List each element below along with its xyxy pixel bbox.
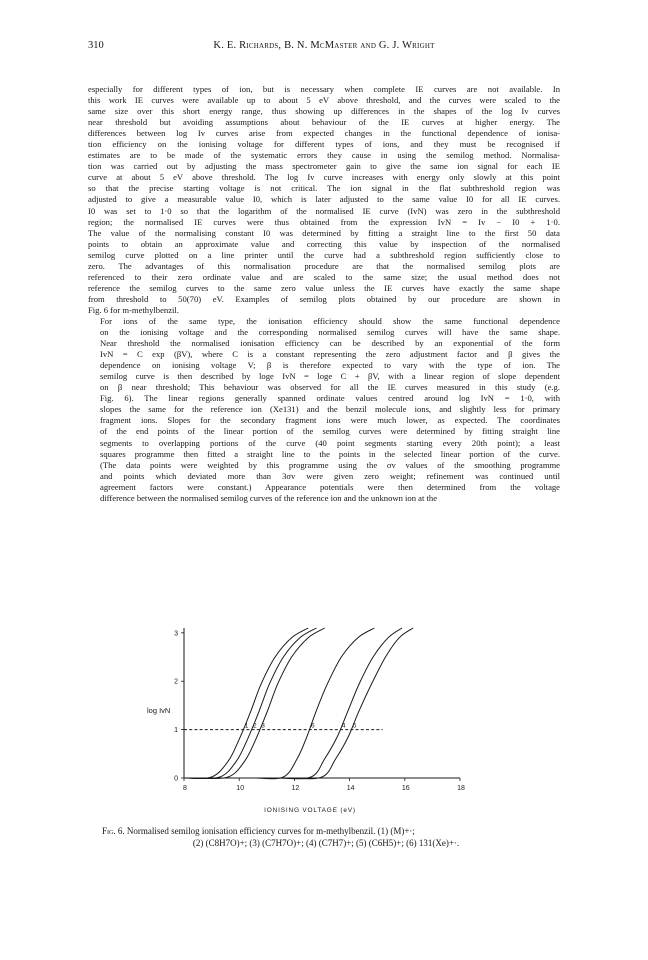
paragraph — [88, 84, 560, 316]
text-line: and points which deviated more than 3σv were given zero weight; refinement was continued until — [100, 470, 560, 481]
text-line: (The data points were weighted by this programme using the σv values of the smoothing programme — [100, 459, 560, 470]
series-line-6 — [256, 628, 375, 779]
text-line: of the end points of the linear portion of the semilog curves were determined by fitting straight line — [100, 426, 560, 437]
text-line: curve at about 5 eV above threshold. The log Iv curve increases with energy only slowly at this point — [88, 172, 560, 183]
text-line: near threshold but avoiding assumptions about behaviour of the IE curves at higher energy. The — [88, 117, 560, 128]
text-line: dependence on ionising voltage V; β is therefore expected to vary with the type of ion. The — [100, 360, 560, 371]
text-line: points to obtain an approximate value and correcting this value by inspection of the normalised — [88, 238, 560, 249]
text-line: semilog curve is then described by loge IvN = loge C + βV, with a linear region of slope dependent — [100, 371, 560, 382]
text-line: referenced to their zero ordinate value and are scaled to the same size; the usual method does not — [88, 271, 560, 282]
text-line: Fig. 6 for m-methylbenzil. — [88, 304, 179, 315]
text-line: on the ionising voltage and the corresponding normalised semilog curves will have the same shape. — [100, 327, 560, 338]
y-tick-label: 3 — [174, 630, 178, 638]
text-line: Near threshold the normalised ionisation efficiency can be described by an exponential of the form — [100, 338, 560, 349]
x-tick-label: 8 — [183, 785, 187, 792]
text-line: region; the normalised IE curves were thus obtained from the expression IvN = Iv − I0 + 1·0. — [88, 216, 560, 227]
chart-axes — [181, 628, 460, 781]
x-tick-label: 14 — [346, 785, 355, 792]
text-line: on β near threshold; This behaviour was observed for all the IE curves measured in this study (e.g. — [100, 382, 560, 393]
text-line: segments to overlapping portions of the curve (40 point segments starting every 20th point); a least — [100, 437, 560, 448]
figure-6 — [100, 610, 500, 822]
curve-label-5: 5 — [352, 722, 357, 730]
figure-caption — [102, 825, 550, 850]
page-number: 310 — [88, 40, 104, 51]
chart-series — [184, 628, 413, 779]
text-line: For ions of the same type, the ionisation efficiency should show the same functional dependence — [100, 315, 560, 326]
curve-labels — [245, 723, 357, 730]
curve-label-3: 3 — [261, 722, 265, 730]
text-line: squares programme then fitted a straight line to the points in the selected linear portion of the curve. — [100, 448, 560, 459]
x-tick-label: 18 — [457, 785, 465, 792]
y-tick-label: 1 — [174, 727, 178, 735]
x-tick-label: 12 — [291, 785, 300, 792]
text-line: this work IE curves were available up to about 5 eV above threshold, and the curves were scaled to the — [88, 95, 560, 106]
semilog-chart — [100, 610, 500, 822]
text-line: I0 was set to 1·0 so that the logarithm of the normalised IE curve (IvN) was zero in the subthreshold — [88, 205, 560, 216]
text-line: agreement factors were constant.) Appearance potentials were then determined from the voltage — [100, 481, 560, 492]
caption-line-2: (2) (C8H7O)+; (3) (C7H7O)+; (4) (C7H7)+; (5) (C6H5)+; (6) 131(Xe)+·. — [192, 838, 460, 849]
text-line: tion efficiency on the ionising voltage for different types of ions, and they must be recognised if — [88, 139, 560, 150]
x-tick-label: 10 — [236, 785, 245, 792]
text-line: so that the precise starting voltage is not critical. The ion signal in the flat subthreshold region was — [88, 183, 560, 194]
paragraph — [88, 316, 560, 504]
body-text — [88, 84, 560, 504]
text-line: The value of the normalising constant I0 was determined by fitting a straight line to the first 50 data — [88, 227, 560, 238]
text-line: IvN = C exp (βV), where C is a constant representing the zero adjustment factor and β gives the — [100, 349, 560, 360]
running-authors: K. E. Richards, B. N. McMaster and G. J. Wright — [213, 40, 435, 51]
curve-label-2: 2 — [252, 722, 257, 730]
text-line: difference between the normalised semilog curves of the reference ion and the unknown ion at the — [100, 492, 438, 503]
curve-label-6: 6 — [310, 722, 315, 730]
text-line: same size over this short energy range, thus showing up differences in the shapes of the log Iv curves — [88, 106, 560, 117]
text-line: differences between log Iv curves arise from expected changes in the functional dependence of ionisa- — [88, 128, 560, 139]
text-line: from threshold to 50(70) eV. Examples of semilog plots obtained by our procedure are shown in — [88, 293, 560, 304]
text-line: semilog curve plotted on a line printer until the curve had a subthreshold region sufficiently close to — [88, 249, 560, 260]
text-line: estimates are to be made of the systematic errors they cause in using the semilog method. Normalisa- — [88, 150, 560, 161]
text-line: Fig. 6). The linear regions generally spanned ordinate values centred around log IvN = 1·0, with — [100, 393, 560, 404]
x-axis-label: IONISING VOLTAGE (eV) — [264, 807, 356, 814]
text-line: reference the semilog curves to the same zero value unless the IE curves have exactly the same shape — [88, 282, 560, 293]
series-line-2 — [190, 628, 317, 779]
curve-label-4: 4 — [341, 722, 346, 730]
text-line: especially for different types of ion, but is necessary when complete IE curves are not available. In — [88, 84, 560, 94]
text-line: tion was carried out by adjusting the mass spectrometer gain to give the same ion signal for each IE — [88, 161, 560, 172]
x-tick-label: 16 — [401, 785, 410, 792]
caption-head: Fig. 6. — [102, 826, 125, 836]
y-axis-label: log IvN — [147, 706, 171, 715]
y-tick-label: 0 — [174, 775, 178, 783]
text-line: zero. The advantages of this normalisation procedure are that the normalised semilog plots are — [88, 260, 560, 271]
text-line: adjusted to give a measurable value I0, which is later adjusted to the same value I0 for all IE curves. — [88, 194, 560, 205]
caption-line-1: Normalised semilog ionisation efficiency curves for m-methylbenzil. (1) (M)+·; — [126, 826, 415, 836]
series-line-1 — [184, 628, 308, 779]
text-line: fragment ions. Slopes for the secondary fragment ions were much lower, as expected. The coordinates — [100, 415, 560, 426]
running-header — [88, 40, 560, 54]
y-tick-label: 2 — [174, 678, 178, 686]
series-line-3 — [198, 628, 325, 779]
text-line: slopes the same for the reference ion (Xe131) and the benzil molecule ions, and slightly less for primary — [100, 404, 560, 415]
curve-label-1: 1 — [244, 722, 249, 730]
